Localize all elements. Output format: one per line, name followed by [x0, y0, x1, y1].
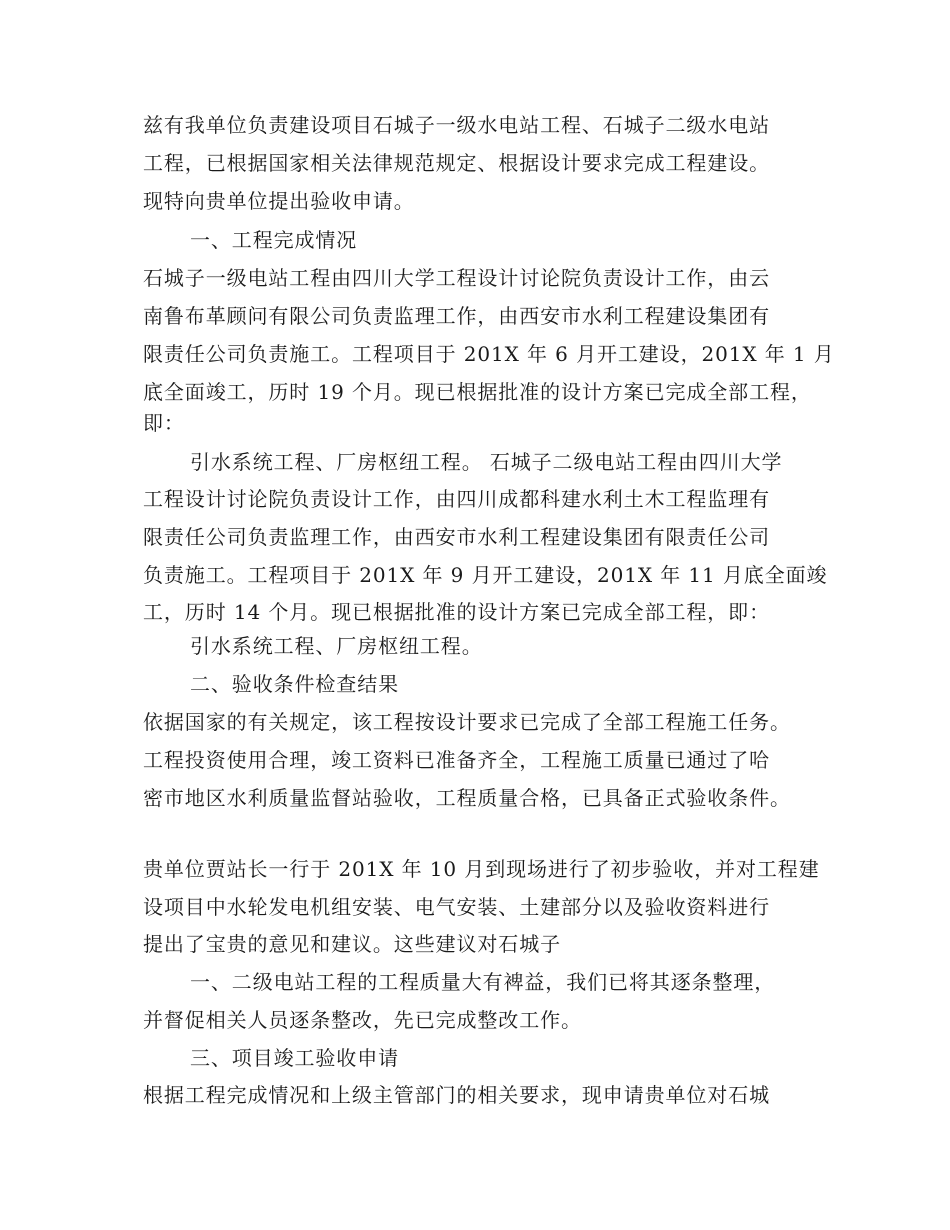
- body-text-line: 底全面竣工，历时 19 个月。现已根据批准的设计方案已完成全部工程，: [143, 380, 812, 404]
- body-text-line: 限责任公司负责施工。工程项目于 201X 年 6 月开工建设，201X 年 1 月: [143, 342, 835, 366]
- body-text-line: 工，历时 14 个月。现已根据批准的设计方案已完成全部工程，即：: [143, 600, 770, 624]
- body-text-line: 引水系统工程、厂房枢纽工程。 石城子二级电站工程由四川大学: [190, 450, 783, 474]
- body-text-line: 现特向贵单位提出验收申请。: [143, 189, 415, 213]
- body-text-line: 依据国家的有关规定，该工程按设计要求已完成了全部工程施工任务。: [143, 710, 791, 734]
- body-text-line: 限责任公司负责监理工作，由西安市水利工程建设集团有限责任公司: [143, 525, 770, 549]
- section-heading: 二、验收条件检查结果: [190, 672, 399, 696]
- section-heading: 三、项目竣工验收申请: [190, 1046, 399, 1070]
- body-text-line: 设项目中水轮发电机组安装、电气安装、土建部分以及验收资料进行: [143, 895, 770, 919]
- body-text-line: 引水系统工程、厂房枢纽工程。: [190, 634, 483, 658]
- body-text-line: 根据工程完成情况和上级主管部门的相关要求，现申请贵单位对石城: [143, 1083, 770, 1107]
- body-text-line: 石城子一级电站工程由四川大学工程设计讨论院负责设计工作，由云: [143, 266, 770, 290]
- body-text-line: 工程设计讨论院负责设计工作，由四川成都科建水利土木工程监理有: [143, 487, 770, 511]
- body-text-line: 工程，已根据国家相关法律规范规定、根据设计要求完成工程建设。: [143, 151, 770, 175]
- body-text-line: 密市地区水利质量监督站验收，工程质量合格，已具备正式验收条件。: [143, 786, 791, 810]
- body-text-line: 一、二级电站工程的工程质量大有裨益，我们已将其逐条整理，: [190, 970, 776, 994]
- body-text-line: 提出了宝贵的意见和建议。这些建议对石城子: [143, 932, 561, 956]
- body-text-line: 工程投资使用合理，竣工资料已准备齐全，工程施工质量已通过了哈: [143, 748, 770, 772]
- body-text-line: 南鲁布革顾问有限公司负责监理工作，由西安市水利工程建设集团有: [143, 304, 770, 328]
- body-text-line: 贵单位贾站长一行于 201X 年 10 月到现场进行了初步验收，并对工程建: [143, 857, 820, 881]
- body-text-line: 即：: [143, 411, 185, 435]
- body-text-line: 负责施工。工程项目于 201X 年 9 月开工建设，201X 年 11 月底全面竣: [143, 563, 828, 587]
- body-text-line: 兹有我单位负责建设项目石城子一级水电站工程、石城子二级水电站: [143, 113, 770, 137]
- body-text-line: 并督促相关人员逐条整改，先已完成整改工作。: [143, 1008, 582, 1032]
- section-heading: 一、工程完成情况: [190, 228, 358, 252]
